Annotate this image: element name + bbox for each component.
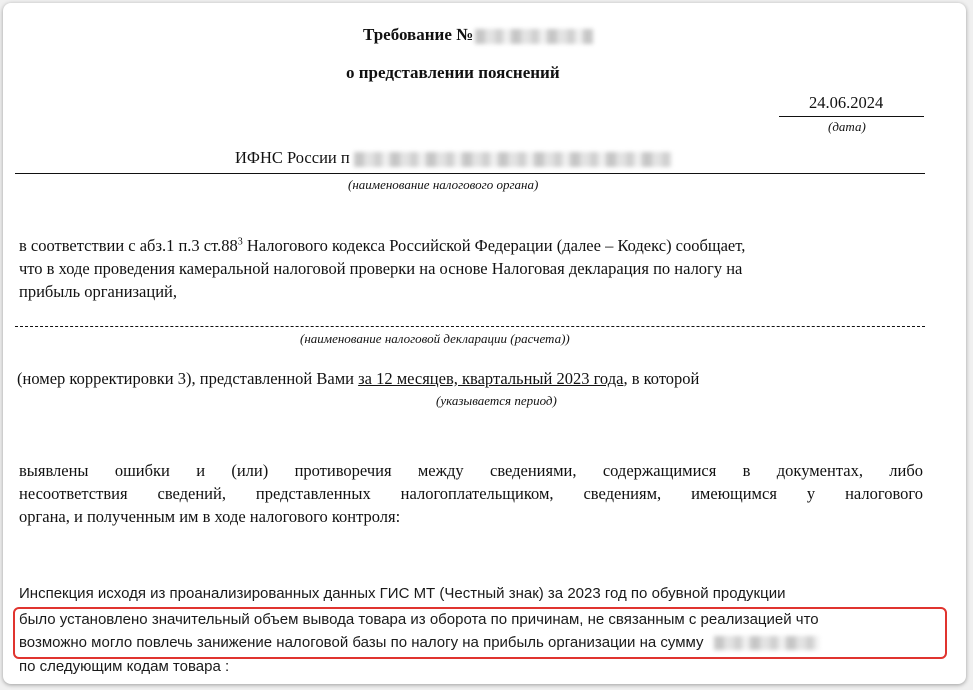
correction-before: (номер корректировки 3), представленной Вами: [17, 369, 359, 388]
authority-underline: [15, 173, 925, 174]
redacted-authority: [354, 152, 672, 167]
date-value: 24.06.2024: [809, 93, 884, 112]
paragraph1-line3: прибыль организаций,: [19, 282, 177, 301]
period-caption: (указывается период): [436, 393, 557, 408]
authority-caption: (наименование налогового органа): [348, 177, 539, 192]
paragraph2-line2: несоответствия сведений, представленных налогоплательщиком, сведениям, имеющимся у налогового: [19, 484, 923, 503]
p1-line1-text: в соответствии с абз.1 п.3 ст.88: [19, 236, 238, 255]
paragraph1-line1: [19, 236, 745, 256]
correction-line: [17, 369, 699, 389]
document-page: [3, 3, 966, 684]
date-underline: [779, 116, 924, 117]
document-subtitle: о представлении пояснений: [346, 63, 560, 82]
title-text: Требование №: [363, 25, 474, 44]
authority-line: [235, 148, 672, 168]
paragraph1-line2: что в ходе проведения камеральной налоговой проверки на основе Налоговая декларация по налогу на: [19, 259, 743, 278]
redacted-number: [475, 29, 593, 44]
p1-line1-rest: Налогового кодекса Российской Федерации (далее – Кодекс) сообщает,: [242, 236, 746, 255]
declaration-line: [15, 326, 925, 327]
paragraph3-line2: было установлено значительный объем вывода товара из оборота по причинам, не связанным с реализацией что: [19, 611, 819, 628]
paragraph2-line3: органа, и полученным им в ходе налогового контроля:: [19, 507, 401, 526]
paragraph2-line1: выявлены ошибки и (или) противоречия между сведениями, содержащимися в документах, либо: [19, 461, 923, 480]
paragraph3-line4: по следующим кодам товара :: [19, 658, 230, 675]
declaration-caption: (наименование налоговой декларации (расчета)): [300, 331, 570, 346]
document-title: [363, 25, 593, 45]
authority-text: ИФНС России п: [235, 148, 350, 167]
p3-line3-text: возможно могло повлечь занижение налоговой базы по налогу на прибыль организации на сумму: [19, 634, 704, 651]
paragraph3-line1: Инспекция исходя из проанализированных данных ГИС МТ (Честный знак) за 2023 год по обувной продукции: [19, 585, 786, 602]
date-caption: (дата): [828, 119, 866, 134]
p1-superscript: 3: [237, 236, 243, 248]
correction-after: , в которой: [623, 369, 700, 388]
correction-period: за 12 месяцев, квартальный 2023 года: [358, 369, 624, 388]
highlight-box: [13, 607, 947, 659]
